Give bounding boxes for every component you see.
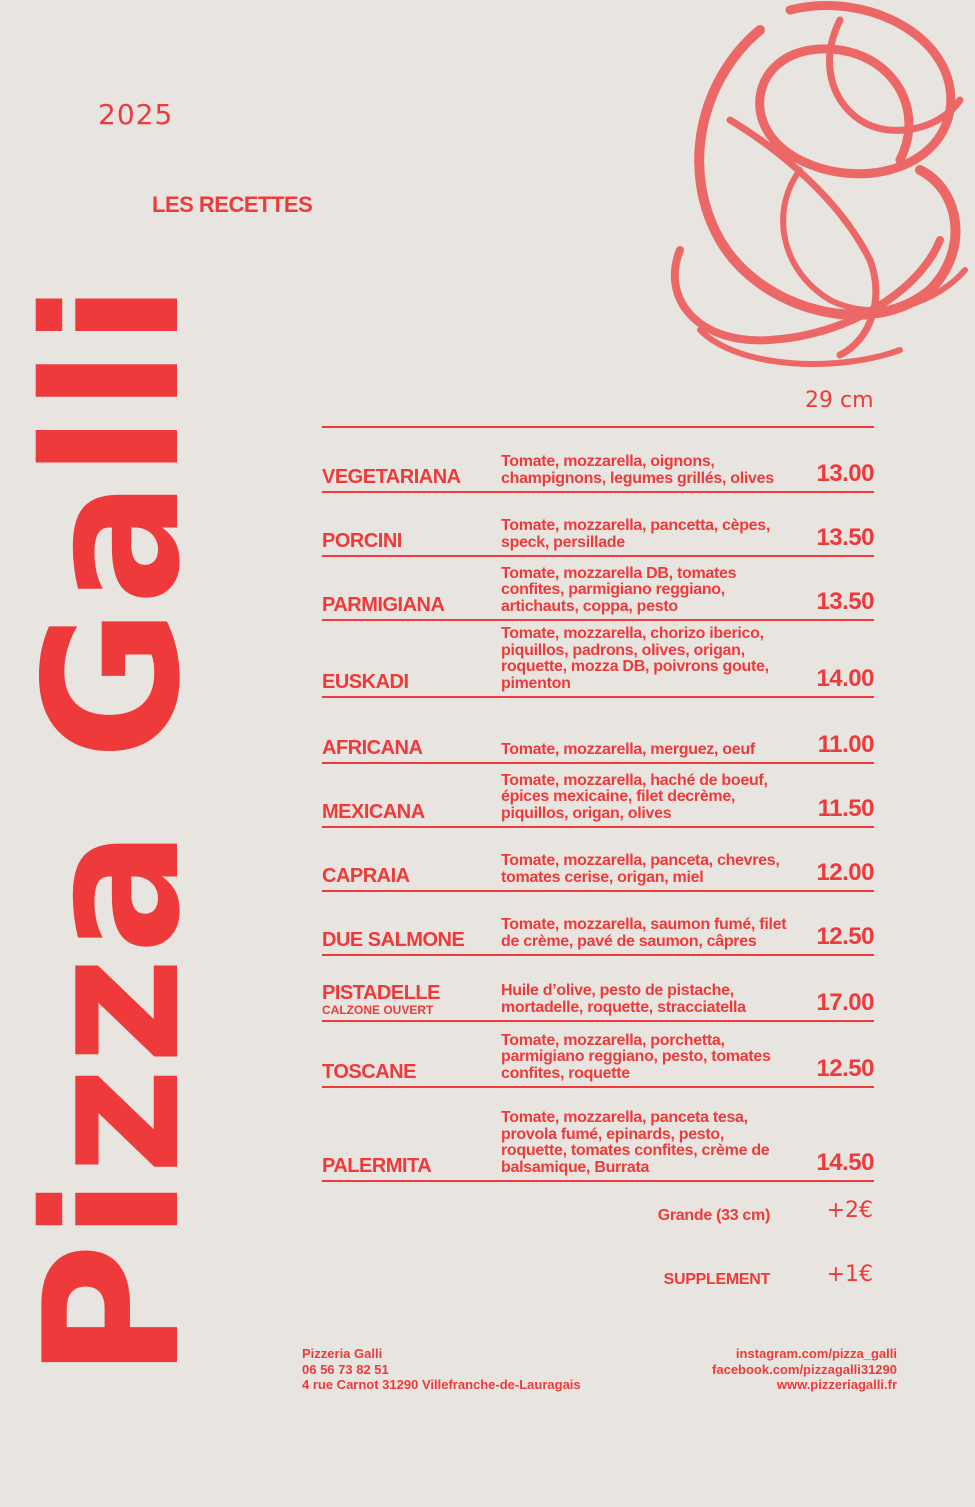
pizza-name: DUE SALMONE (322, 929, 465, 951)
pizza-price: 11.00 (817, 731, 874, 758)
pizza-price: 13.50 (816, 524, 874, 551)
footer-contact (302, 1346, 581, 1393)
footer-address: 4 rue Carnot 31290 Villefranche-de-Lauragais (302, 1377, 581, 1392)
menu-year: 2025 (98, 98, 174, 131)
pizza-description: Tomate, mozzarella, pancetta, cèpes, speck, persillade (501, 517, 771, 551)
pizza-price: 14.50 (816, 1149, 874, 1176)
pizza-price: 12.00 (816, 859, 874, 886)
menu-row (322, 621, 874, 698)
supplement-price: +1€ (826, 1262, 873, 1287)
menu-subtitle: LES RECETTES (152, 192, 313, 217)
pizza-description: Tomate, mozzarella, merguez, oeuf (501, 740, 755, 758)
brand-title: Pizza Galli (4, 280, 221, 1380)
menu-row (322, 828, 874, 892)
footer-facebook-link[interactable]: facebook.com/pizzagalli31290 (712, 1361, 897, 1377)
footer-website-link[interactable]: www.pizzeriagalli.fr (776, 1377, 897, 1392)
size-heading: 29 cm (805, 388, 874, 413)
pizza-description: Tomate, mozzarella, panceta, chevres, tomates cerise, origan, miel (501, 852, 780, 886)
pizza-name: PORCINI (322, 530, 402, 552)
pizza-description: Tomate, mozzarella, saumon fumé, filet de crème, pavé de saumon, câpres (501, 916, 787, 950)
supplement-label: SUPPLEMENT (663, 1271, 770, 1288)
pizza-description: Tomate, mozzarella, porchetta, parmigiano reggiano, pesto, tomates confites, roquette (501, 1031, 771, 1082)
pizza-menu-list (322, 426, 874, 1182)
footer-business-name: Pizzeria Galli (302, 1346, 383, 1361)
menu-row (322, 428, 874, 493)
pizza-price: 13.50 (816, 588, 874, 615)
pizza-description: Tomate, mozzarella DB, tomates confites, parmigiano reggiano, artichauts, coppa, pesto (501, 564, 737, 615)
pizza-name-text: PISTADELLE (322, 982, 440, 1004)
pizza-name: AFRICANA (322, 737, 423, 759)
pizza-price: 11.50 (817, 795, 874, 822)
menu-row (322, 764, 874, 828)
pizza-name: VEGETARIANA (322, 466, 461, 488)
pizza-name: EUSKADI (322, 671, 409, 693)
extra-large-price: +2€ (826, 1198, 873, 1223)
footer-instagram-link[interactable]: instagram.com/pizza_galli (735, 1346, 897, 1361)
menu-row (322, 956, 874, 1022)
pizza-price: 12.50 (816, 1055, 874, 1082)
crayon-scribble-decoration (640, 0, 975, 380)
menu-row (322, 698, 874, 764)
pizza-price: 17.00 (816, 989, 874, 1016)
footer-phone: 06 56 73 82 51 (302, 1361, 389, 1377)
pizza-name: TOSCANE (322, 1061, 416, 1083)
extra-large-label: Grande (33 cm) (657, 1207, 770, 1224)
pizza-description: Tomate, mozzarella, haché de boeuf, épices mexicaine, filet decrème, piquillos, origan, olives (501, 771, 768, 822)
menu-row (322, 1088, 874, 1182)
pizza-name: CAPRAIA (322, 865, 410, 887)
pizza-name: PALERMITA (322, 1155, 432, 1177)
menu-row (322, 557, 874, 621)
menu-row (322, 493, 874, 557)
menu-row (322, 1022, 874, 1088)
pizza-name: MEXICANA (322, 801, 425, 823)
pizza-description: Tomate, mozzarella, panceta tesa, provola fumé, epinards, pesto, roquette, tomates confites, crème de balsamique, Burrata (501, 1109, 770, 1176)
pizza-description: Huile d’olive, pesto de pistache, mortadelle, roquette, stracciatella (501, 982, 746, 1016)
pizza-description: Tomate, mozzarella, oignons, champignons, legumes grillés, olives (501, 453, 774, 487)
footer-social (712, 1346, 897, 1393)
pizza-name (322, 982, 440, 1017)
pizza-price: 13.00 (816, 460, 874, 487)
pizza-name: PARMIGIANA (322, 594, 445, 616)
pizza-name-subtitle: CALZONE OUVERT (322, 1003, 434, 1017)
pizza-price: 12.50 (816, 923, 874, 950)
brand-wrapper (4, 250, 221, 1410)
menu-row (322, 892, 874, 956)
pizza-description: Tomate, mozzarella, chorizo iberico, piquillos, padrons, olives, origan, roquette, mozza DB, poivrons goute, pimenton (501, 625, 769, 692)
pizza-price: 14.00 (816, 665, 874, 692)
